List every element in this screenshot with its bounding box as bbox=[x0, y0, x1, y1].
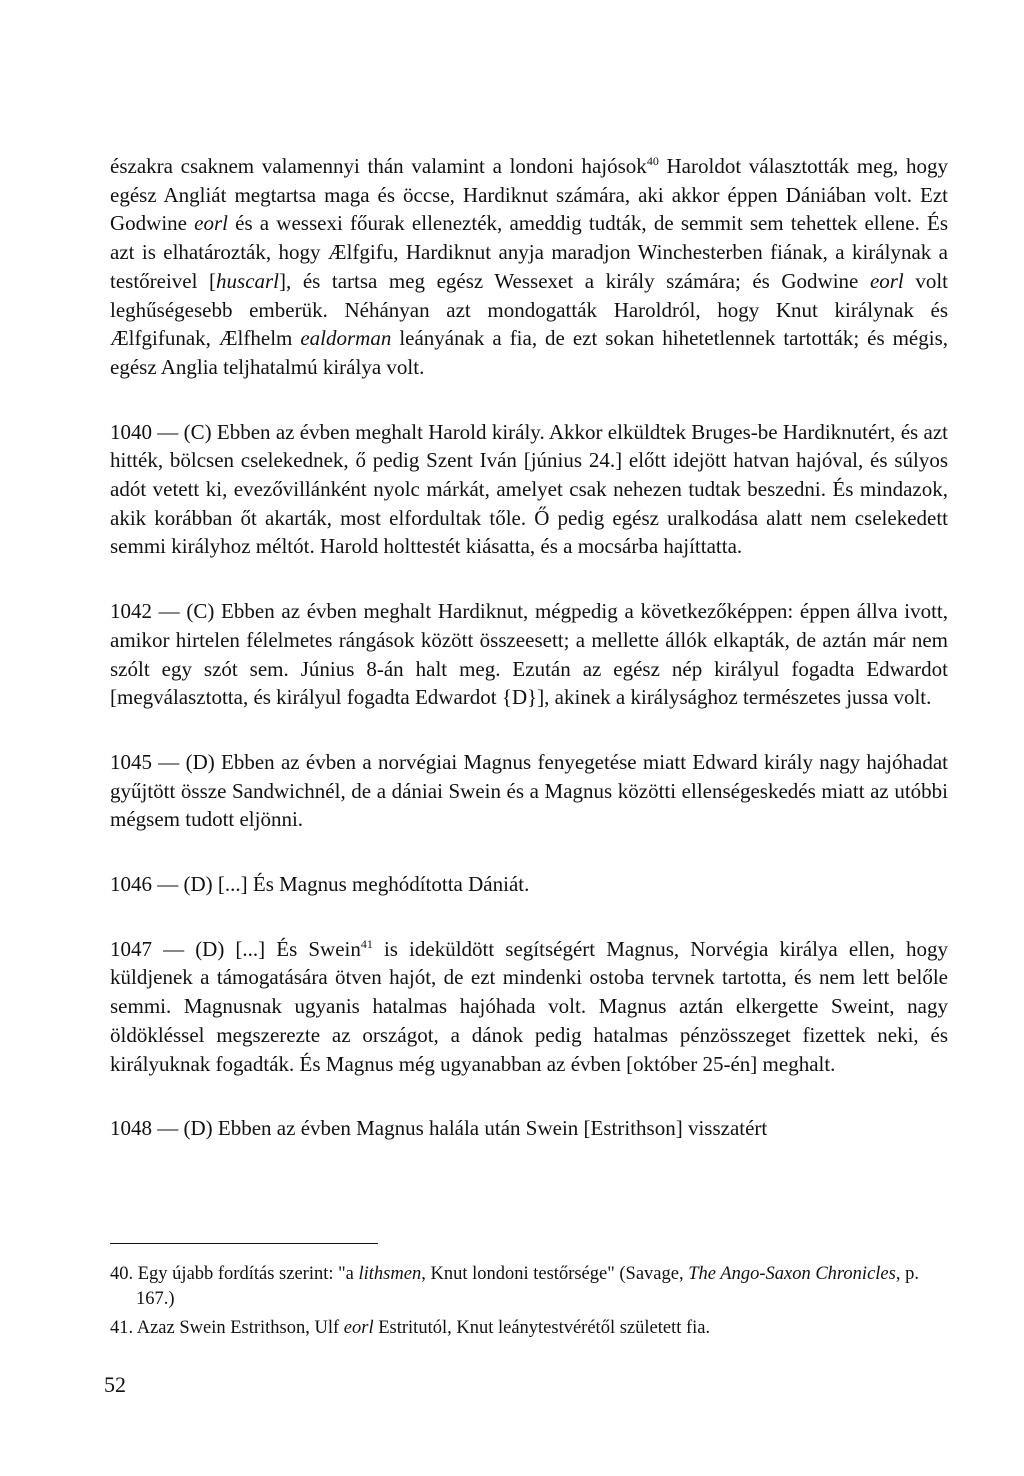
text-run: is ideküldött segítségért Magnus, Norvégia királya ellen, hogy küldjenek a támogatására ötven hajót, de ezt mindenki ostoba tervnek tartotta, és nem lett belőle semmi. Magnusnak ugyanis hatalmas hajóhada volt. Magnus aztán elkergette Sweint, nagy öldökléssel megszerezte az országot, a dánok pedig hatalmas pénzösszeget fizettek neki, és királyuknak fogadták. És Magnus még ugyanabban az évben [október 25-én] meghalt. bbox=[110, 936, 948, 1076]
italic-text: The Ango-Saxon Chronicles bbox=[688, 1264, 896, 1284]
text-run: ], és tartsa meg egész Wessexet a király számára; és Godwine bbox=[279, 268, 870, 293]
italic-text: ealdorman bbox=[300, 326, 392, 351]
paragraph-harold-election bbox=[110, 152, 948, 382]
text-run: 1040 — (C) Ebben az évben meghalt Harold király. Akkor elküldtek Bruges-be Hardiknutért, és azt hitték, bölcsen cselekednek, ő pedig Szent Iván [június 24.] előtt idejött hatvan hajóval, és súlyos adót vetett ki, evezővillánként nyolc márkát, amelyet csak nehezen tudtak beszedni. És mindazok, akik korábban őt akarták, most elfordultak tőle. Ő pedig egész uralkodása alatt nem cselekedett semmi királyhoz méltót. Harold holttestét kiásatta, és a mocsárba hajíttatta. bbox=[110, 419, 948, 559]
text-run: volt leghűségesebb emberük. Néhányan azt mondogatták Haroldról, hogy Knut királynak és Ælfgifunak, Ælfhelm bbox=[110, 268, 948, 351]
italic-text: eorl bbox=[343, 1318, 374, 1338]
text-run: leányának a fia, de ezt sokan hihetetlennek tartották; és mégis, egész Anglia teljhatalmú királya volt. bbox=[110, 326, 949, 379]
italic-text: lithsmen bbox=[358, 1264, 422, 1284]
footnotes bbox=[110, 1243, 948, 1345]
text-run: 40. Egy újabb fordítás szerint: "a bbox=[110, 1264, 359, 1284]
footnote-divider bbox=[110, 1243, 378, 1244]
paragraph-1046 bbox=[110, 870, 948, 899]
text-run: Haroldot választották meg, hogy egész Angliát megtartsa maga és öccse, Hardiknut számára, aki akkor éppen Dániában volt. Ezt Godwine bbox=[110, 154, 948, 236]
text-run: északra csaknem valamennyi thán valamint a londoni hajósok bbox=[110, 154, 647, 178]
text-run: , p. 167.) bbox=[136, 1264, 919, 1309]
text-run: 1048 — (D) Ebben az évben Magnus halála után Swein [Estrithson] visszatért bbox=[110, 1116, 768, 1141]
paragraph-1045 bbox=[110, 748, 948, 834]
footnote-ref: 40 bbox=[646, 154, 659, 168]
paragraph-1047 bbox=[110, 935, 948, 1079]
text-run: 1047 — (D) [...] És Swein bbox=[110, 936, 361, 961]
footnote-41 bbox=[110, 1316, 948, 1341]
footnote-40 bbox=[110, 1262, 948, 1312]
page-body bbox=[110, 152, 948, 1143]
italic-text: eorl bbox=[869, 268, 904, 293]
italic-text: huscarl bbox=[216, 268, 280, 293]
text-run: 1042 — (C) Ebben az évben meghalt Hardiknut, mégpedig a következőképpen: éppen állva ivott, amikor hirtelen félelmetes rángások között összeesett; a mellette állók elkapták, de aztán már nem szólt egy szót sem. Június 8-án halt meg. Ezután az egész nép királyul fogadta Edwardot [megválasztotta, és királyul fogadta Edwardot {D}], akinek a királysághoz természetes jussa volt. bbox=[110, 599, 948, 710]
italic-text: eorl bbox=[194, 211, 228, 236]
text-run: Estritutól, Knut leánytestvérétől született fia. bbox=[373, 1318, 711, 1338]
footnote-ref: 41 bbox=[360, 936, 373, 951]
text-run: , Knut londoni testőrsége" (Savage, bbox=[421, 1264, 689, 1284]
paragraph-1048 bbox=[110, 1114, 948, 1143]
page-number: 52 bbox=[104, 1372, 126, 1397]
text-run: 1046 — (D) [...] És Magnus meghódította Dániát. bbox=[110, 872, 530, 897]
text-run: 1045 — (D) Ebben az évben a norvégiai Magnus fenyegetése miatt Edward király nagy hajóhadat gyűjtött össze Sandwichnél, de a dániai Swein és a Magnus közötti ellenségeskedés miatt az utóbbi mégsem tudott eljönni. bbox=[110, 749, 948, 832]
paragraph-1040 bbox=[110, 418, 948, 562]
paragraph-1042 bbox=[110, 597, 948, 712]
text-run: és a wessexi főurak ellenezték, ameddig tudták, de semmit sem tehettek ellene. És azt is elhatározták, hogy Ælfgifu, Hardiknut anyja maradjon Winchesterben fiának, a királynak a testőreivel [ bbox=[110, 211, 948, 293]
text-run: 41. Azaz Swein Estrithson, Ulf bbox=[110, 1318, 344, 1338]
